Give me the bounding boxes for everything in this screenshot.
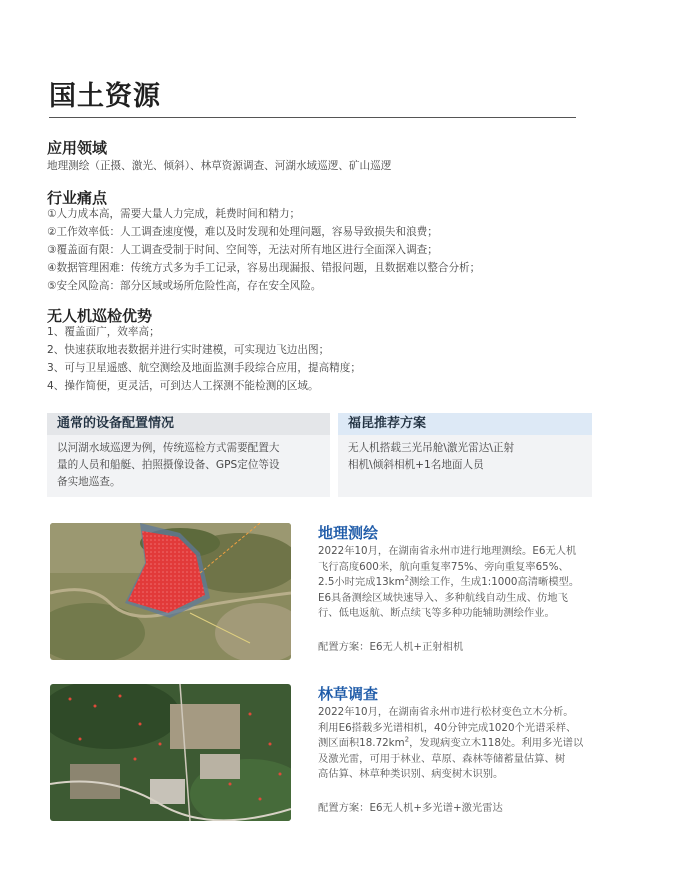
forest-aerial-photo bbox=[50, 684, 291, 821]
common-config-line: 量的人员和船艇、拍照摄像设备、GPS定位等设 bbox=[57, 459, 280, 471]
mapping-description bbox=[318, 544, 579, 622]
forest-area-line: 测区面积$18.72km^2$，发现病变立木118处。利用多光谱以 bbox=[318, 735, 584, 749]
recommended-line: 相机\倾斜相机+1名地面人员 bbox=[348, 459, 484, 471]
mapping-line: 2022年10月，在湖南省永州市进行地理测绘。E6无人机 bbox=[318, 545, 577, 557]
advantage-item: 3、可与卫星遥感、航空测绘及地面监测手段综合应用，提高精度； bbox=[47, 362, 361, 374]
common-config-line: 以河湖水域巡逻为例，传统巡检方式需要配置大 bbox=[57, 442, 280, 454]
title-divider bbox=[49, 117, 576, 118]
forest-line: 2022年10月，在湖南省永州市进行松材变色立木分析。 bbox=[318, 706, 574, 718]
advantage-item: 2、快速获取地表数据并进行实时建模，可实现边飞边出图； bbox=[47, 344, 330, 356]
mapping-aerial-photo bbox=[50, 523, 291, 660]
forest-line: 高估算、林草种类识别、病变树木识别。 bbox=[318, 768, 504, 780]
recommended-line: 无人机搭载三光吊舱\激光雷达\正射 bbox=[348, 442, 515, 454]
advantages-list bbox=[47, 323, 361, 395]
mapping-config: 配置方案：E6无人机+正射相机 bbox=[318, 641, 464, 653]
mapping-title: 地理测绘 bbox=[318, 524, 379, 542]
forest-description bbox=[318, 705, 583, 783]
forest-title: 林草调查 bbox=[318, 685, 379, 703]
advantage-item: 4、操作简便，更灵活，可到达人工探测不能检测的区域。 bbox=[47, 380, 319, 392]
mapping-line: 行、低电返航、断点续飞等多种功能辅助测绘作业。 bbox=[318, 607, 555, 619]
advantages-heading: 无人机巡检优势 bbox=[47, 307, 153, 325]
pain-point-item: ②工作效率低：人工调查速度慢，难以及时发现和处理问题，容易导致损失和浪费； bbox=[47, 226, 438, 238]
mapping-line: E6具备测绘区域快速导入、多种航线自动生成、仿地飞 bbox=[318, 591, 568, 604]
recommended-box bbox=[338, 413, 592, 497]
common-config-body bbox=[47, 435, 330, 497]
advantage-item: 1、覆盖面广，效率高； bbox=[47, 326, 160, 338]
recommended-body bbox=[338, 435, 592, 497]
pain-point-item: ③覆盖面有限：人工调查受制于时间、空间等，无法对所有地区进行全面深入调查； bbox=[47, 244, 438, 256]
application-list bbox=[47, 157, 391, 175]
mapping-area-line: 2.5小时完成$13km^2$测绘工作，生成1:1000高清晰模型。 bbox=[318, 574, 580, 588]
pain-point-item: ④数据管理困难：传统方式多为手工记录，容易出现漏报、错报问题，且数据难以整合分析； bbox=[47, 262, 481, 274]
pain-point-item: ⑤安全风险高：部分区域或场所危险性高，存在安全风险。 bbox=[47, 280, 322, 292]
page-title: 国土资源 bbox=[49, 81, 161, 112]
application-line: 地理测绘（正摄、激光、倾斜）、林草资源调查、河湖水域巡逻、矿山巡逻 bbox=[47, 160, 392, 172]
common-config-box bbox=[47, 413, 330, 497]
pain-points-heading: 行业痛点 bbox=[47, 189, 108, 207]
common-config-heading: 通常的设备配置情况 bbox=[47, 413, 330, 435]
application-heading: 应用领域 bbox=[47, 139, 108, 157]
recommended-heading: 福昆推荐方案 bbox=[338, 413, 592, 435]
common-config-line: 备实地巡查。 bbox=[57, 476, 121, 488]
pain-points-list bbox=[47, 205, 480, 295]
forest-line: 利用E6搭载多光谱相机，40分钟完成1020个光谱采样、 bbox=[318, 721, 577, 734]
pain-point-item: ①人力成本高，需要大量人力完成，耗费时间和精力； bbox=[47, 208, 301, 220]
forest-config: 配置方案：E6无人机+多光谱+激光雷达 bbox=[318, 802, 503, 814]
mapping-line: 飞行高度600米，航向重复率75%、旁向重复率65%、 bbox=[318, 560, 569, 573]
forest-line: 及激光雷，可用于林业、草原、森林等储蓄量估算、树 bbox=[318, 752, 566, 765]
